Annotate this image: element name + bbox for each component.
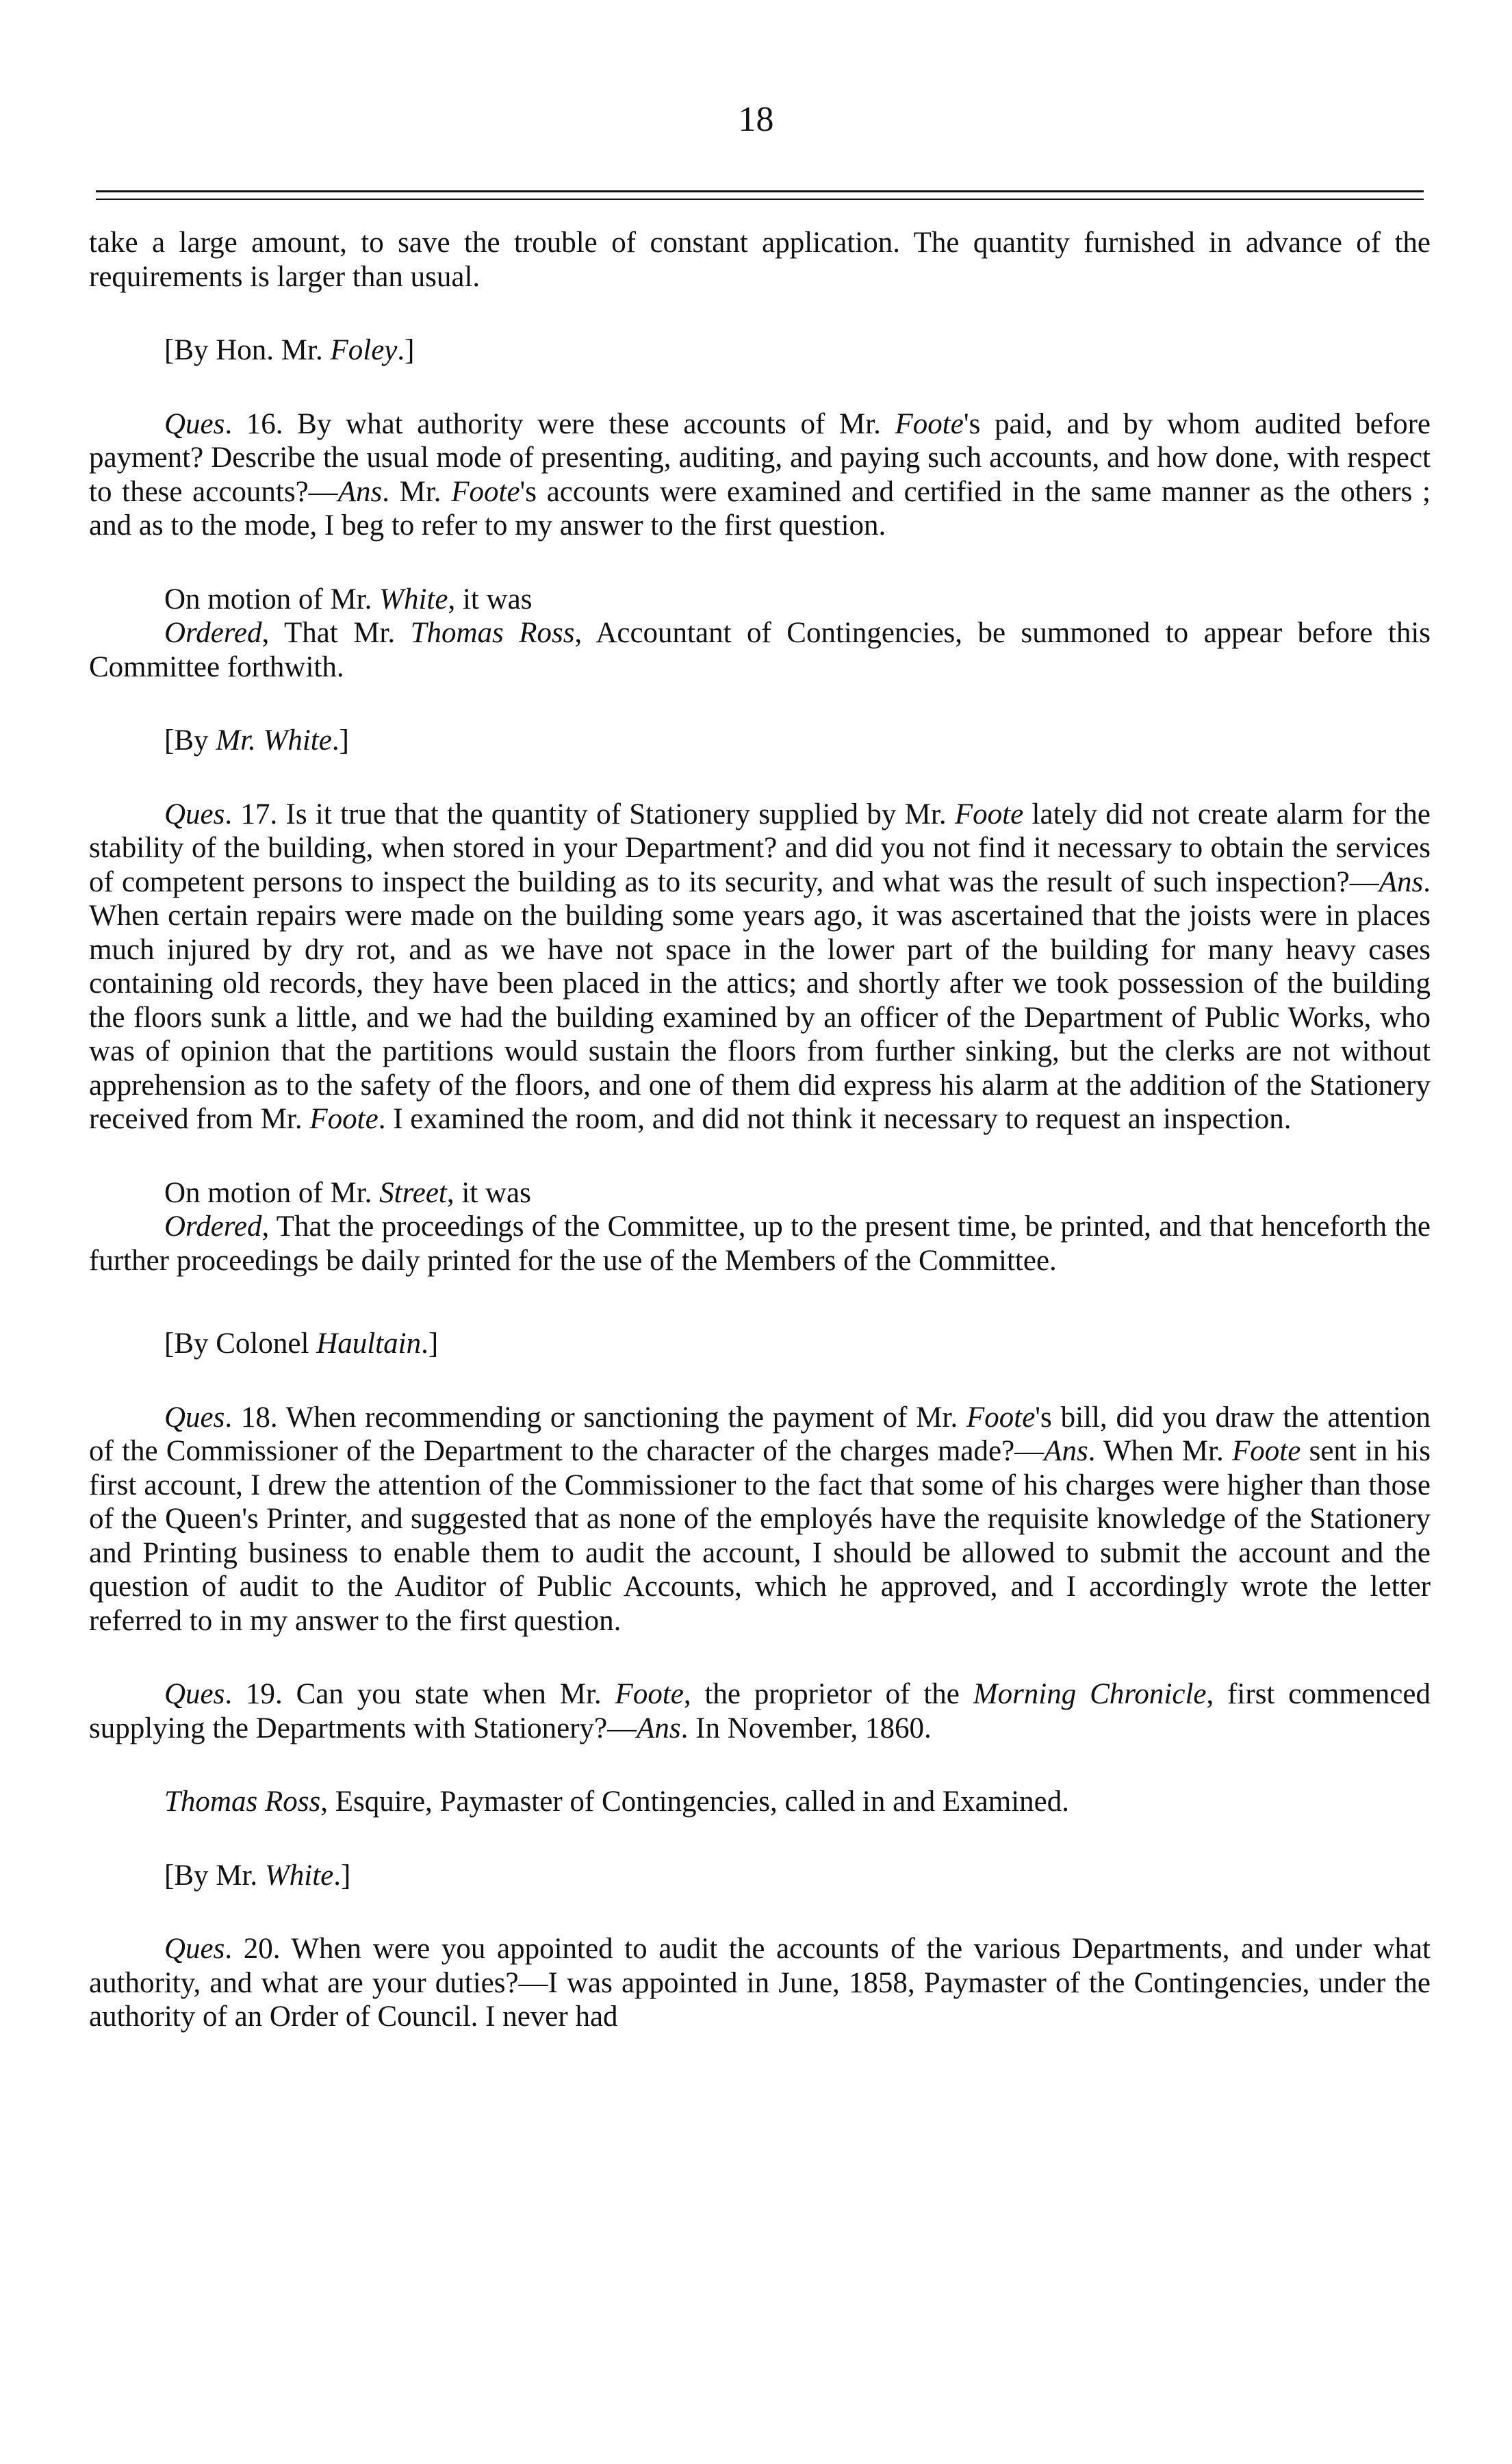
header-rule-thick (96, 190, 1424, 192)
question-18: Ques. 18. When recommending or sanctioning the payment of Mr. Foote's bill, did you draw the attention of the Commissioner of the Department to the character of the charges made?—Ans. When Mr. Foote sent in his first account, I drew the attention of the Commissioner to the fact that some of his charges were higher than those of the Queen's Printer, and suggested that as none of the employés have the requisite knowledge of the Stationery and Printing business to enable them to audit the account, I should be allowed to submit the account and the question of audit to the Auditor of Public Accounts, which he approved, and I accordingly wrote the letter referred to in my answer to the first question. (89, 1401, 1431, 1637)
witness-examined-line: Thomas Ross, Esquire, Paymaster of Contingencies, called in and Examined. (164, 1786, 1069, 1818)
heading-by-mr-white: [By Mr. White.] (164, 724, 349, 757)
order-summon-ross: Ordered, That Mr. Thomas Ross, Accountant of Contingencies, be summoned to appear before this Committee forthwith. (89, 617, 1431, 683)
heading-by-mr-white-2: [By Mr. White.] (164, 1859, 351, 1892)
question-17: Ques. 17. Is it true that the quantity of Stationery supplied by Mr. Foote lately did not create alarm for the stability of the building, when stored in your Department? and did you not find it necessary to obtain the services of competent persons to inspect the building as to its security, and what was the result of such inspection?—Ans. When certain repairs were made on the building some years ago, it was ascertained that the joists were in places much injured by dry rot, and as we have not space in the lower part of the building for many heavy cases containing old records, they have been placed in the attics; and shortly after we took possession of the building the floors sunk a little, and we had the building examined by an officer of the Department of Public Works, who was of opinion that the partitions would sustain the floors from further sinking, but the clerks are not without apprehension as to the safety of the floors, and one of them did express his alarm at the addition of the Stationery received from Mr. Foote. I examined the room, and did not think it necessary to request an inspection. (89, 798, 1431, 1135)
question-16: Ques. 16. By what authority were these accounts of Mr. Foote's paid, and by whom audited before payment? Describe the usual mode of presenting, auditing, and paying such accounts, and how done, with respect to these accounts?—Ans. Mr. Foote's accounts were examined and certified in the same manner as the others ; and as to the mode, I beg to refer to my answer to the first question. (89, 407, 1431, 542)
heading-by-hon-mr-foley: [By Hon. Mr. Foley.] (164, 334, 415, 366)
order-print-proceedings: Ordered, That the proceedings of the Committee, up to the present time, be printed, and that henceforth the further proceedings be daily printed for the use of the Members of the Committee. (89, 1210, 1431, 1277)
motion-white: On motion of Mr. White, it was (164, 583, 533, 615)
document-body (89, 226, 1431, 2034)
page-number: 18 (738, 100, 774, 139)
heading-by-colonel-haultain: [By Colonel Haultain.] (164, 1328, 439, 1360)
continuation-paragraph: take a large amount, to save the trouble of constant application. The quantity furnished in advance of the requirements is larger than usual. (89, 227, 1431, 293)
motion-street: On motion of Mr. Street, it was (164, 1176, 531, 1209)
header-rule-thin (96, 199, 1424, 200)
question-20: Ques. 20. When were you appointed to audit the accounts of the various Departments, and under what authority, and what are your duties?—I was appointed in June, 1858, Paymaster of the Contingencies, under the authority of an Order of Council. I never had (89, 1933, 1431, 2033)
question-19: Ques. 19. Can you state when Mr. Foote, the proprietor of the Morning Chronicle, first commenced supplying the Departments with Stationery?—Ans. In November, 1860. (89, 1678, 1431, 1744)
